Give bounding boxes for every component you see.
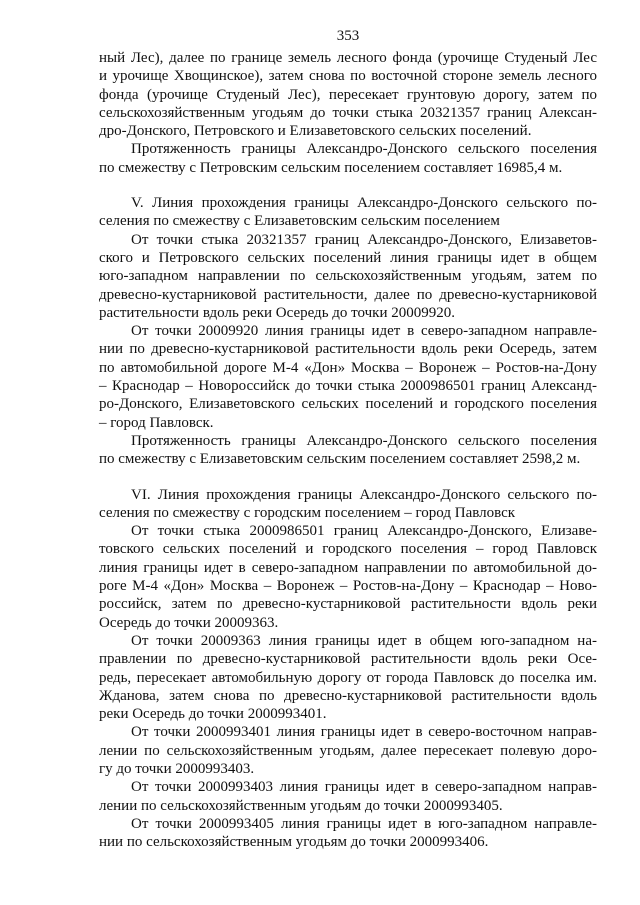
paragraph <box>99 49 597 140</box>
text-line: – Краснодар – Новороссийск до точки стыка 2000986501 границ Александ- <box>99 378 597 395</box>
text-line: гу до точки 2000993403. <box>99 760 255 777</box>
paragraph <box>99 231 597 322</box>
text-line: и урочище Хвощинское), затем снова по восточной стороне земель лесного <box>99 68 597 85</box>
text-line: юго-западном направлении по сельскохозяйственным угодьям, затем по <box>99 268 597 285</box>
text-line: От точки стыка 20321357 границ Александро-Донского, Елизаветов- <box>131 231 597 248</box>
paragraph <box>99 140 597 177</box>
text-line: реки Осередь до точки 2000993401. <box>99 706 327 723</box>
text-line: дро-Донского, Петровского и Елизаветовского сельских поселений. <box>99 123 532 140</box>
paragraph <box>99 815 597 852</box>
text-line: – город Павловск. <box>99 414 214 431</box>
section-gap <box>99 469 597 486</box>
text-line: Протяженность границы Александро-Донского сельского поселения <box>131 141 597 158</box>
page-number: 353 <box>336 28 360 44</box>
text-line: по смежеству с Елизаветовским сельским поселением составляет 2598,2 м. <box>99 451 581 468</box>
text-line: лении по сельскохозяйственным угодьям, далее пересекает полевую доро- <box>99 742 597 759</box>
section-gap <box>99 177 597 194</box>
text-line: правлении по древесно-кустарниковой растительности вдоль реки Осе- <box>99 651 597 668</box>
text-line: От точки 2000993405 линия границы идет в юго-западном направле- <box>131 815 597 832</box>
text-line: нии по сельскохозяйственным угодьям до точки 2000993406. <box>99 834 489 851</box>
text-line: От точки стыка 2000986501 границ Александро-Донского, Елизаве- <box>131 523 597 540</box>
text-line: Осередь до точки 20009363. <box>99 614 279 631</box>
paragraph <box>99 778 597 815</box>
text-line: селения по смежеству с городским поселением – город Павловск <box>99 504 516 521</box>
text-line: VI. Линия прохождения границы Александро-Донского сельского по- <box>131 486 597 503</box>
text-line: растительности вдоль реки Осередь до точки 20009920. <box>99 304 455 321</box>
text-line: селения по смежеству с Елизаветовским сельским поселением <box>99 213 500 230</box>
text-line: редь, пересекает автомобильную дорогу от города Павловск до поселка им. <box>99 669 597 686</box>
text-line: ро-Донского, Елизаветовского сельских поселений и городского поселения <box>99 396 597 413</box>
text-line: От точки 2000993401 линия границы идет в северо-восточном направ- <box>131 724 597 741</box>
paragraph <box>99 486 597 523</box>
text-line: От точки 20009363 линия границы идет в общем юго-западном на- <box>131 632 597 649</box>
text-line: V. Линия прохождения границы Александро-Донского сельского по- <box>131 195 597 212</box>
text-line: российск, затем по древесно-кустарниковой растительности вдоль реки <box>99 596 597 613</box>
text-line: Жданова, затем снова по древесно-кустарниковой растительности вдоль <box>99 687 597 704</box>
text-line: От точки 2000993403 линия границы идет в северо-западном направ- <box>131 779 597 796</box>
text-line: ный Лес), далее по границе земель лесного фонда (урочище Студеный Лес <box>99 50 597 66</box>
paragraph <box>99 632 597 723</box>
text-line: по автомобильной дороге М-4 «Дон» Москва – Воронеж – Ростов-на-Дону <box>99 359 597 376</box>
paragraph <box>99 723 597 778</box>
text-line: Протяженность границы Александро-Донского сельского поселения <box>131 432 597 449</box>
document-body <box>99 49 597 851</box>
text-line: по смежеству с Петровским сельским поселением составляет 16985,4 м. <box>99 159 563 176</box>
text-line: товского сельских поселений и городского поселения – город Павловск <box>99 541 597 558</box>
paragraph <box>99 194 597 231</box>
text-line: сельскохозяйственным угодьям до точки стыка 20321357 границ Алексан- <box>99 104 597 121</box>
text-line: роге М-4 «Дон» Москва – Воронеж – Ростов-на-Дону – Краснодар – Ново- <box>99 578 597 595</box>
text-line: лении по сельскохозяйственным угодьям до точки 2000993405. <box>99 797 503 814</box>
text-line: От точки 20009920 линия границы идет в северо-западном направле- <box>131 323 597 340</box>
text-line: ского и Петровского сельских поселений линия границы идет в общем <box>99 249 597 266</box>
text-line: линия границы идет в северо-западном направлении по автомобильной до- <box>99 559 597 576</box>
text-line: фонда (урочище Студеный Лес), пересекает грунтовую дорогу, затем по <box>99 86 597 103</box>
paragraph <box>99 322 597 432</box>
text-line: древесно-кустарниковой растительности, далее по древесно-кустарниковой <box>99 286 597 303</box>
paragraph <box>99 522 597 632</box>
paragraph <box>99 432 597 469</box>
text-line: нии по древесно-кустарниковой растительности вдоль реки Осередь, затем <box>99 341 597 358</box>
